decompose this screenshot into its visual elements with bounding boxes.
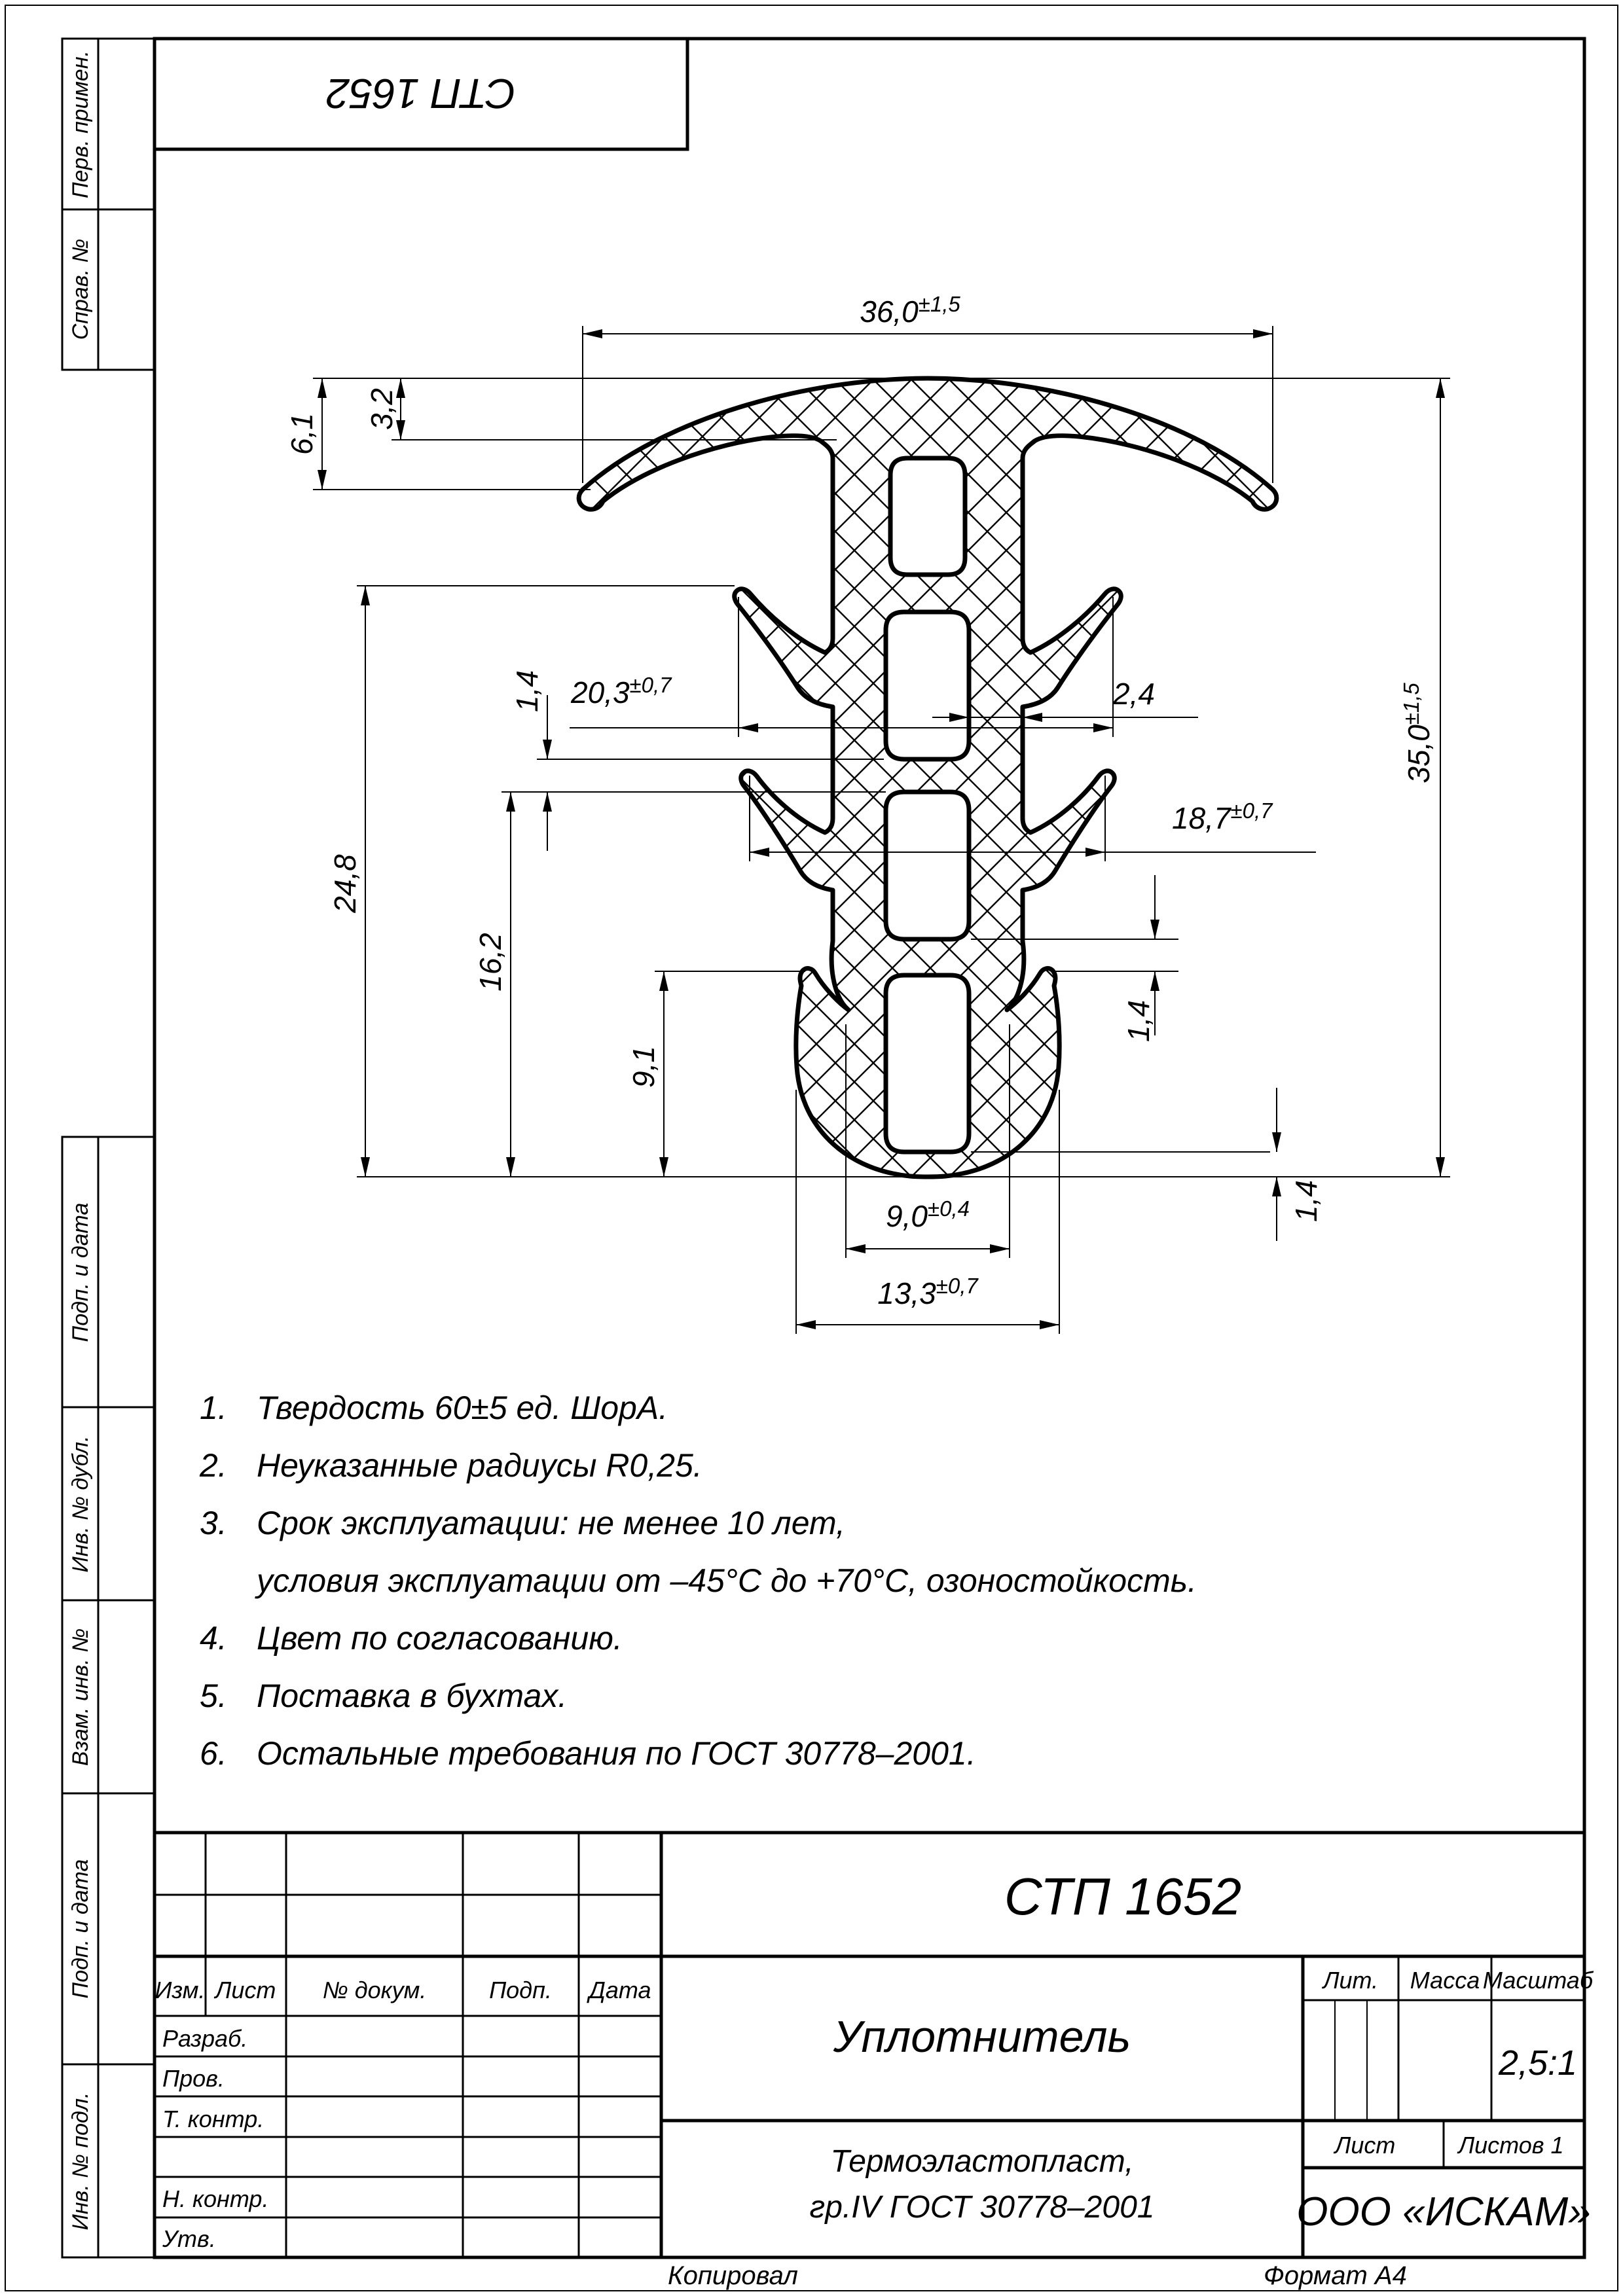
- margin-label-perv-primen: Перв. примен.: [68, 50, 93, 198]
- svg-text:24,8: 24,8: [328, 854, 362, 913]
- note-text: Остальные требования по ГОСТ 30778–2001.: [257, 1735, 976, 1772]
- page-border: [5, 5, 1618, 2291]
- col-list: Лист: [215, 1977, 276, 2003]
- svg-text:36,0±1,5: $36,0^{\pm 1,5}$: [860, 292, 960, 329]
- svg-text:35,0±1,5: $35,0^{\pm 1,5}$: [1399, 683, 1436, 783]
- svg-text:1,4: 1,4: [510, 670, 544, 712]
- margin-label-sprav-no: Справ. №: [68, 238, 93, 340]
- col-data: Дата: [589, 1977, 651, 2003]
- note-number: 5.: [200, 1677, 227, 1714]
- title-block: [155, 1833, 1594, 2257]
- svg-text:18,7±0,7: $18,7^{\pm 0,7}$: [1172, 798, 1273, 835]
- part-name: Уплотнитель: [833, 2012, 1131, 2062]
- profile-outline: [579, 378, 1277, 1177]
- margin-label-vzam-inv: Взам. инв. №: [68, 1628, 93, 1767]
- margin-label-inv-dubl: Инв. № дубл.: [68, 1435, 93, 1573]
- note-text: Неуказанные радиусы R0,25.: [257, 1447, 702, 1484]
- svg-text:9,1: 9,1: [627, 1046, 661, 1088]
- col-izm: Изм.: [155, 1977, 206, 2003]
- doc-number: СТП 1652: [1004, 1867, 1242, 1926]
- note-number: 6.: [200, 1735, 227, 1772]
- sheet-label: Лист: [1334, 2132, 1396, 2159]
- note-number: 1.: [200, 1390, 227, 1426]
- top-stamp-text: СТП 1652: [326, 70, 516, 117]
- svg-text:9,0±0,4: $9,0^{\pm 0,4}$: [886, 1196, 970, 1233]
- notes: [199, 1390, 1197, 1772]
- note-number: 2.: [200, 1447, 227, 1484]
- top-stamp-box: [155, 39, 687, 149]
- svg-text:6,1: 6,1: [285, 413, 319, 455]
- row-prov: Пров.: [162, 2065, 225, 2092]
- row-utv: Утв.: [162, 2225, 216, 2252]
- svg-text:1,4: 1,4: [1122, 1000, 1156, 1042]
- format-label: Формат А4: [1264, 2261, 1407, 2290]
- material-line2: гр.IV ГОСТ 30778–2001: [809, 2190, 1155, 2225]
- margin-label-podp-data-1: Подп. и дата: [68, 1202, 93, 1342]
- left-margin-cells: [62, 39, 155, 2257]
- mass-header: Масса: [1410, 1967, 1480, 1994]
- lit-header: Лит.: [1322, 1967, 1379, 1994]
- copied-label: Копировал: [668, 2261, 798, 2290]
- dim-6-1: [285, 378, 591, 490]
- margin-label-podp-data-2: Подп. и дата: [68, 1859, 93, 1999]
- scale-value: 2,5:1: [1498, 2043, 1578, 2083]
- footer: [668, 2261, 1407, 2290]
- note-number: 3.: [200, 1505, 227, 1541]
- dim-9-1: [627, 971, 805, 1177]
- note-text: Твердость 60±5 ед. ШорА.: [257, 1390, 668, 1426]
- dim-16-2: [473, 792, 515, 1177]
- note-text: условия эксплуатации от –45°С до +70°С, озоностойкость.: [257, 1562, 1197, 1599]
- col-podp: Подп.: [489, 1977, 552, 2003]
- svg-text:3,2: 3,2: [365, 388, 399, 430]
- svg-text:20,3±0,7: $20,3^{\pm 0,7}$: [571, 673, 672, 709]
- row-razrab: Разраб.: [162, 2025, 248, 2052]
- material-line1: Термоэластопласт,: [830, 2144, 1134, 2179]
- note-number: 4.: [200, 1620, 227, 1657]
- note-text: Цвет по согласованию.: [257, 1620, 623, 1657]
- col-ndoc: № докум.: [322, 1977, 427, 2003]
- seal-profile-view: [579, 378, 1277, 1177]
- margin-label-inv-podl: Инв. № подл.: [68, 2092, 93, 2231]
- svg-text:1,4: 1,4: [1289, 1180, 1323, 1222]
- scale-header: Масштаб: [1482, 1967, 1594, 1994]
- note-text: Поставка в бухтах.: [257, 1677, 568, 1714]
- note-text: Срок эксплуатации: не менее 10 лет,: [257, 1505, 845, 1541]
- sheets-label: Листов 1: [1458, 2132, 1564, 2159]
- svg-text:13,3±0,7: $13,3^{\pm 0,7}$: [877, 1274, 978, 1310]
- svg-text:2,4: 2,4: [1113, 677, 1155, 711]
- company-name: ООО «ИСКАМ»: [1296, 2189, 1591, 2234]
- dim-35-0: [1399, 378, 1445, 1177]
- row-nkontr: Н. контр.: [162, 2185, 269, 2212]
- svg-text:16,2: 16,2: [473, 933, 507, 992]
- row-tkontr: Т. контр.: [162, 2106, 264, 2132]
